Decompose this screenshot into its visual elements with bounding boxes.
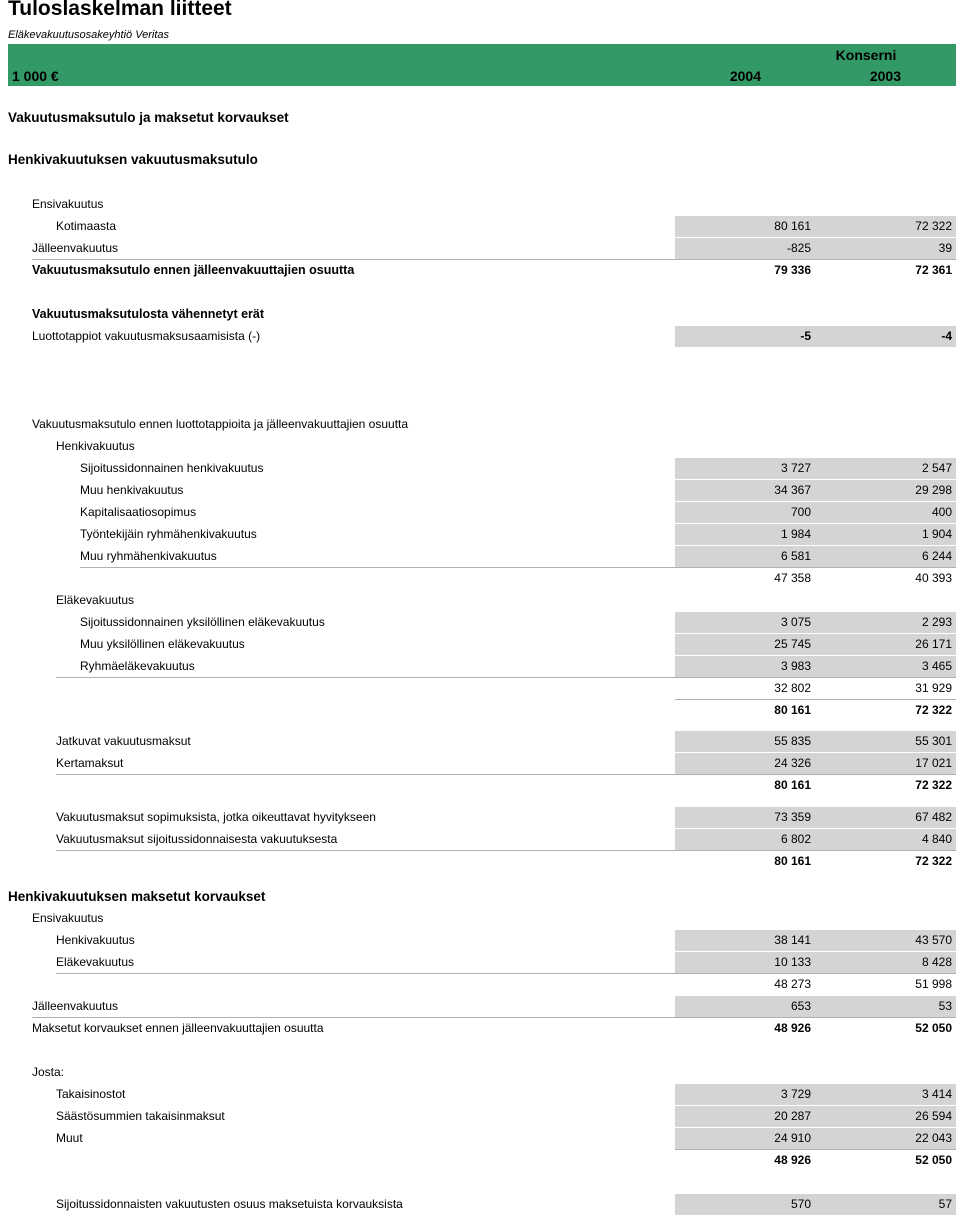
value-2003: 8 428 (921, 955, 952, 969)
total-rule (675, 699, 956, 700)
value-cells (675, 996, 956, 1017)
value-2004: 6 802 (780, 832, 811, 846)
value-2003: 51 998 (915, 977, 952, 991)
value-cells (675, 775, 956, 796)
value-cells (675, 807, 956, 828)
table-row (0, 930, 956, 951)
row-label: Jatkuvat vakuutusmaksut (56, 734, 191, 748)
table-row (0, 238, 956, 259)
value-2004: 80 161 (774, 854, 811, 868)
value-2003: 72 322 (915, 778, 952, 792)
unit-label: 1 000 € (12, 68, 59, 84)
value-2004: 653 (790, 999, 811, 1013)
row-label: Ryhmäeläkevakuutus (80, 659, 195, 673)
row-label: Työntekijäin ryhmähenkivakuutus (80, 527, 257, 541)
value-cells (675, 1018, 956, 1039)
value-2003: 72 361 (915, 263, 952, 277)
row-label: Kapitalisaatiosopimus (80, 505, 197, 519)
table-row (0, 829, 956, 850)
value-2004: 73 359 (774, 810, 811, 824)
table-row (0, 731, 956, 752)
row-label: Eläkevakuutus (56, 955, 135, 969)
table-row (0, 807, 956, 828)
value-2003: 2 293 (921, 615, 952, 629)
value-2003: 52 050 (915, 1021, 952, 1035)
row-label: Henkivakuutus (56, 933, 135, 947)
value-2004: 1 984 (780, 527, 811, 541)
table-row (0, 546, 956, 567)
page-title: Tuloslaskelman liitteet (8, 0, 232, 20)
value-2004: 55 835 (774, 734, 811, 748)
value-2004: 6 581 (780, 549, 811, 563)
row-label: Maksetut korvaukset ennen jälleenvakuuttajien osuutta (32, 1021, 324, 1035)
row-label: Muu henkivakuutus (80, 483, 184, 497)
value-cells (675, 458, 956, 479)
value-2003: 1 904 (921, 527, 952, 541)
value-2004: 700 (790, 505, 811, 519)
value-cells (675, 656, 956, 677)
row-label: Henkivakuutuksen maksetut korvaukset (8, 889, 266, 904)
table-row (0, 908, 956, 929)
table-row (0, 216, 956, 237)
row-label: Sijoitussidonnaisten vakuutusten osuus maksetuista korvauksista (56, 1197, 403, 1211)
value-2003: 2 547 (921, 461, 952, 475)
table-row (0, 678, 956, 699)
value-2004: 3 729 (780, 1087, 811, 1101)
value-2003: -4 (941, 329, 952, 343)
value-cells (675, 1106, 956, 1127)
row-label: Luottotappiot vakuutusmaksusaamisista (-) (32, 329, 261, 343)
value-cells (675, 216, 956, 237)
value-cells (675, 480, 956, 501)
row-label: Eläkevakuutus (56, 593, 135, 607)
value-2003: 67 482 (915, 810, 952, 824)
table-row (0, 107, 956, 128)
row-label: Jälleenvakuutus (32, 241, 119, 255)
value-cells (675, 1084, 956, 1105)
table-row (0, 974, 956, 995)
table-row (0, 952, 956, 973)
value-2004: 32 802 (774, 681, 811, 695)
table-row (0, 656, 956, 677)
table-row (0, 700, 956, 721)
value-2003: 26 594 (915, 1109, 952, 1123)
value-2003: 17 021 (915, 756, 952, 770)
value-2003: 43 570 (915, 933, 952, 947)
value-2004: 34 367 (774, 483, 811, 497)
year-2003-header: 2003 (869, 68, 901, 84)
value-cells (675, 700, 956, 721)
row-label: Muut (56, 1131, 83, 1145)
value-2003: 39 (938, 241, 952, 255)
table-row (0, 436, 956, 457)
table-row (0, 524, 956, 545)
row-label: Vakuutusmaksutulo ennen jälleenvakuuttajien osuutta (32, 263, 355, 277)
value-2004: 24 910 (774, 1131, 811, 1145)
value-cells (675, 524, 956, 545)
row-label: Jälleenvakuutus (32, 999, 119, 1013)
group-label: Konserni (835, 47, 897, 63)
value-2003: 57 (938, 1197, 952, 1211)
value-cells (675, 502, 956, 523)
table-row (0, 1106, 956, 1127)
row-label: Ensivakuutus (32, 911, 104, 925)
table-row (0, 458, 956, 479)
table-row (0, 775, 956, 796)
value-cells (675, 829, 956, 850)
table-row (0, 886, 956, 907)
value-2003: 55 301 (915, 734, 952, 748)
company-name: Eläkevakuutusosakeyhtiö Veritas (8, 29, 170, 41)
value-2004: 80 161 (774, 703, 811, 717)
row-label: Säästösummien takaisinmaksut (56, 1109, 225, 1123)
value-cells (675, 546, 956, 567)
value-2003: 400 (931, 505, 952, 519)
value-2004: 80 161 (774, 219, 811, 233)
row-label: Sijoitussidonnainen henkivakuutus (80, 461, 264, 475)
row-label: Vakuutusmaksutulosta vähennetyt erät (32, 307, 265, 321)
value-cells (675, 634, 956, 655)
value-cells (675, 851, 956, 872)
value-2004: -5 (800, 329, 811, 343)
value-2004: 3 075 (780, 615, 811, 629)
value-cells (675, 753, 956, 774)
row-label: Vakuutusmaksut sijoitussidonnaisesta vakuutuksesta (56, 832, 338, 846)
row-label: Kertamaksut (56, 756, 124, 770)
value-2004: 25 745 (774, 637, 811, 651)
table-row (0, 996, 956, 1017)
value-cells (675, 260, 956, 281)
table-row (0, 1018, 956, 1039)
table-row (0, 480, 956, 501)
value-cells (675, 1194, 956, 1215)
value-cells (675, 612, 956, 633)
row-label: Muu yksilöllinen eläkevakuutus (80, 637, 245, 651)
value-2004: -825 (786, 241, 811, 255)
value-2003: 53 (938, 999, 952, 1013)
value-2003: 72 322 (915, 219, 952, 233)
value-2004: 80 161 (774, 778, 811, 792)
row-label: Josta: (32, 1065, 65, 1079)
value-cells (675, 731, 956, 752)
value-cells (675, 974, 956, 995)
value-2004: 79 336 (774, 263, 811, 277)
row-label: Muu ryhmähenkivakuutus (80, 549, 217, 563)
value-2004: 48 926 (774, 1021, 811, 1035)
value-cells (675, 326, 956, 347)
table-row (0, 194, 956, 215)
row-label: Henkivakuutuksen vakuutusmaksutulo (8, 152, 258, 167)
value-2004: 570 (790, 1197, 811, 1211)
table-row (0, 260, 956, 281)
value-2004: 48 926 (774, 1153, 811, 1167)
value-2003: 31 929 (915, 681, 952, 695)
value-2003: 22 043 (915, 1131, 952, 1145)
value-2003: 3 465 (921, 659, 952, 673)
row-label: Henkivakuutus (56, 439, 135, 453)
table-row (0, 304, 956, 325)
value-cells (675, 678, 956, 699)
table-row (0, 1128, 956, 1149)
table-row (0, 568, 956, 589)
table-row (0, 1150, 956, 1171)
value-cells (675, 238, 956, 259)
total-rule (675, 1149, 956, 1150)
value-2004: 3 983 (780, 659, 811, 673)
value-cells (675, 952, 956, 973)
value-2003: 72 322 (915, 703, 952, 717)
table-row (0, 1194, 956, 1215)
table-row (0, 590, 956, 611)
value-2003: 52 050 (915, 1153, 952, 1167)
value-cells (675, 1150, 956, 1171)
value-2003: 40 393 (915, 571, 952, 585)
year-2004-header: 2004 (729, 68, 761, 84)
value-2003: 29 298 (915, 483, 952, 497)
value-2004: 3 727 (780, 461, 811, 475)
value-2003: 4 840 (921, 832, 952, 846)
value-cells (675, 930, 956, 951)
table-row (0, 612, 956, 633)
row-label: Sijoitussidonnainen yksilöllinen eläkevakuutus (80, 615, 325, 629)
row-label: Takaisinostot (56, 1087, 126, 1101)
value-2003: 6 244 (921, 549, 952, 563)
table-row (0, 414, 956, 435)
table-row (0, 851, 956, 872)
row-label: Vakuutusmaksut sopimuksista, jotka oikeuttavat hyvitykseen (56, 810, 376, 824)
table-row (0, 149, 956, 170)
value-cells (675, 1128, 956, 1149)
value-2004: 47 358 (774, 571, 811, 585)
value-2004: 24 326 (774, 756, 811, 770)
row-label: Vakuutusmaksutulo ja maksetut korvaukset (8, 110, 289, 125)
value-2003: 26 171 (915, 637, 952, 651)
table-row (0, 326, 956, 347)
table-row (0, 502, 956, 523)
value-cells (675, 568, 956, 589)
row-label: Kotimaasta (56, 219, 117, 233)
row-label: Ensivakuutus (32, 197, 104, 211)
value-2004: 20 287 (774, 1109, 811, 1123)
table-row (0, 753, 956, 774)
table-row (0, 1084, 956, 1105)
value-2004: 10 133 (774, 955, 811, 969)
table-row (0, 634, 956, 655)
value-2003: 72 322 (915, 854, 952, 868)
value-2004: 38 141 (774, 933, 811, 947)
value-2003: 3 414 (921, 1087, 952, 1101)
value-2004: 48 273 (774, 977, 811, 991)
row-label: Vakuutusmaksutulo ennen luottotappioita ja jälleenvakuuttajien osuutta (32, 417, 409, 431)
table-row (0, 1062, 956, 1083)
